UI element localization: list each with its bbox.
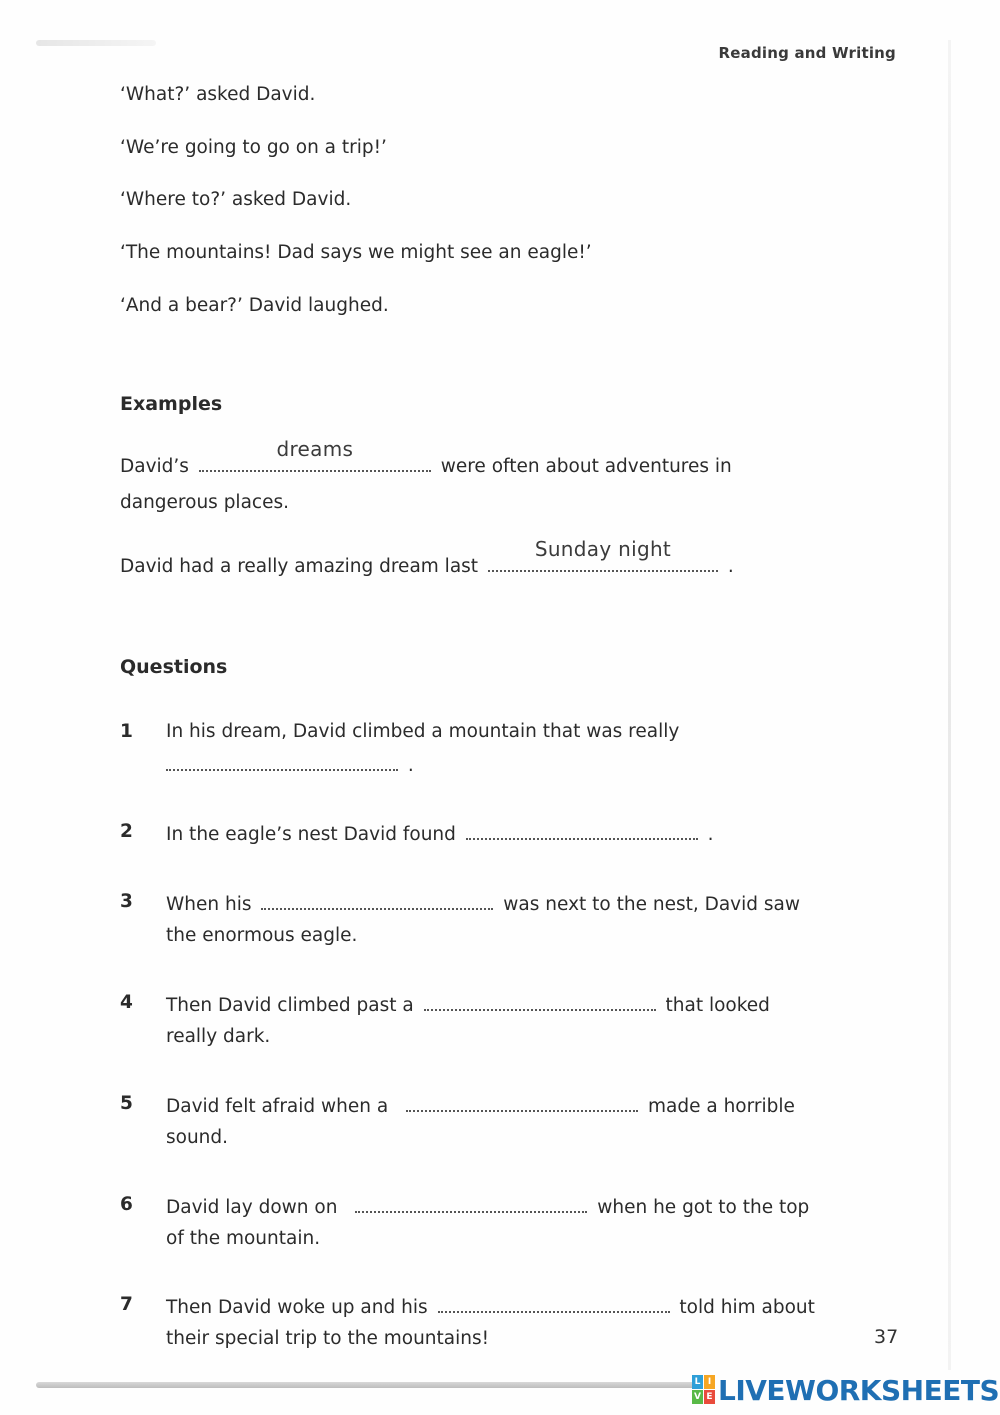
question-text-before: In his dream, David climbed a mountain that was really	[166, 721, 680, 742]
answer-input-4[interactable]	[424, 987, 656, 1011]
example-answer: Sunday night	[534, 537, 672, 561]
question-text-before: David felt afraid when a	[166, 1096, 389, 1117]
page-edge-shadow	[948, 40, 951, 1370]
question-text-after: when he got to the top of the mountain.	[166, 1197, 810, 1249]
question-text-before: Then David woke up and his	[166, 1297, 428, 1318]
question-number: 3	[120, 891, 133, 912]
question-text-after: told him about their special trip to the mountains!	[166, 1297, 815, 1349]
example-text-before: David had a really amazing dream last	[120, 556, 479, 577]
dialogue-line: ‘Where to?’ asked David.	[120, 189, 352, 210]
question-number: 1	[120, 721, 133, 742]
answer-input-7[interactable]	[438, 1289, 670, 1313]
answer-input-3[interactable]	[261, 886, 493, 910]
answer-input-1[interactable]	[166, 747, 398, 771]
answer-input-2[interactable]	[466, 816, 698, 840]
question-text-before: When his	[166, 894, 252, 915]
question-text-after: was next to the nest, David saw the enormous eagle.	[166, 894, 801, 946]
question-text-after: .	[707, 824, 714, 845]
dialogue-line: ‘What?’ asked David.	[120, 84, 316, 105]
question-text-after: made a horrible sound.	[166, 1096, 795, 1148]
example-text-before: David’s	[120, 456, 189, 477]
liveworksheets-logo[interactable]	[692, 1373, 999, 1407]
question-number: 7	[120, 1294, 133, 1315]
example-answer-blank	[199, 437, 431, 472]
bottom-rule	[36, 1382, 696, 1388]
example-item	[120, 437, 740, 521]
question-text-before: David lay down on	[166, 1197, 338, 1218]
dialogue-line: ‘We’re going to go on a trip!’	[120, 137, 387, 158]
examples-title: Examples	[120, 393, 223, 415]
question-number: 5	[120, 1093, 133, 1114]
brand-name: LIVEWORKSHEETS	[718, 1373, 1000, 1407]
questions-title: Questions	[120, 656, 228, 678]
example-text-after: .	[727, 556, 734, 577]
question-text-after: that looked really dark.	[166, 995, 770, 1047]
question-number: 2	[120, 821, 133, 842]
scan-smudge	[36, 40, 156, 46]
question-text-after: .	[407, 755, 414, 776]
answer-input-5[interactable]	[406, 1088, 638, 1112]
example-answer-blank	[488, 537, 718, 572]
question-number: 6	[120, 1194, 133, 1215]
example-text-after: were often about adventures in dangerous places.	[120, 456, 732, 513]
dialogue-line: ‘The mountains! Dad says we might see an eagle!’	[120, 242, 592, 263]
example-answer: dreams	[276, 437, 354, 461]
dialogue-line: ‘And a bear?’ David laughed.	[120, 295, 389, 316]
example-item	[120, 537, 740, 585]
brand-badge-icon: L I V E	[692, 1375, 716, 1405]
answer-input-6[interactable]	[355, 1189, 587, 1213]
question-text-before: Then David climbed past a	[166, 995, 414, 1016]
section-header: Reading and Writing	[718, 44, 896, 62]
question-text-before: In the eagle’s nest David found	[166, 824, 456, 845]
page-number: 37	[874, 1326, 899, 1348]
question-number: 4	[120, 992, 133, 1013]
